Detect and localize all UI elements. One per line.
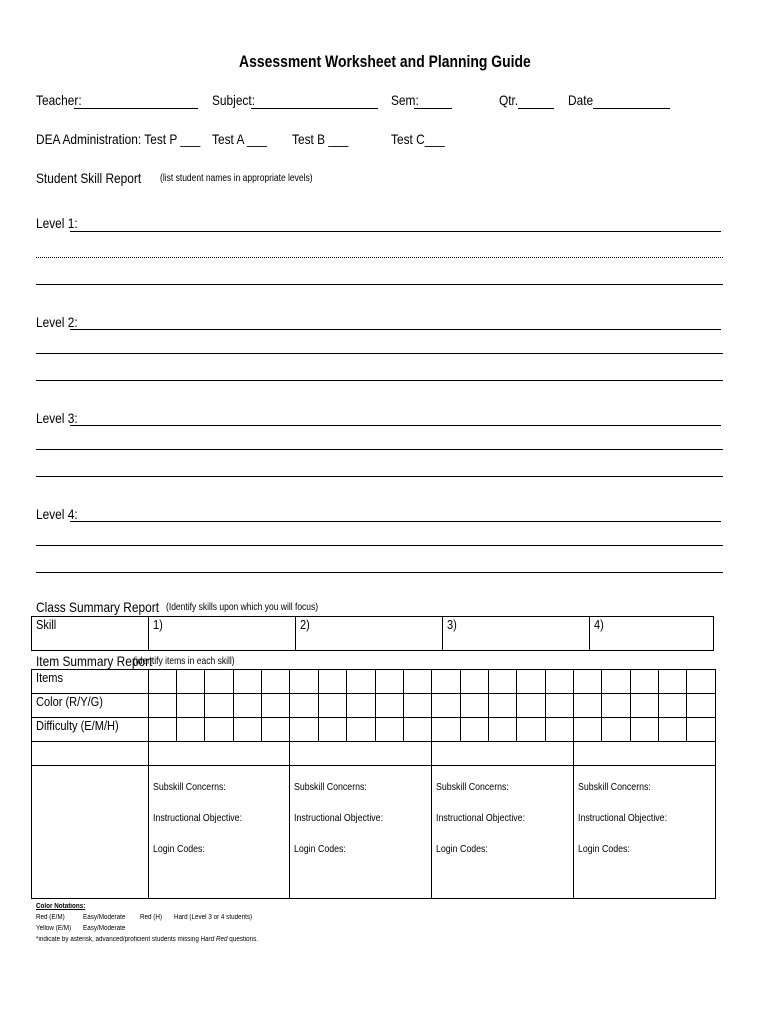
level-1-line[interactable] <box>36 257 723 258</box>
red-h-desc: Hard (Level 3 or 4 students) <box>174 914 253 921</box>
item-color-cell[interactable] <box>176 694 204 718</box>
date-field[interactable] <box>593 108 670 109</box>
item-number-cell[interactable] <box>318 670 346 694</box>
blank-cell[interactable] <box>432 742 574 766</box>
level-3-line[interactable] <box>70 425 721 426</box>
item-difficulty-cell[interactable] <box>403 718 431 742</box>
dea-administration-label: DEA Administration: Test P ___ <box>36 131 201 147</box>
instructional-objective: Instructional Objective: <box>436 813 526 824</box>
level-4-label: Level 4: <box>36 506 78 522</box>
item-color-cell[interactable] <box>290 694 318 718</box>
blank-cell[interactable] <box>290 742 432 766</box>
item-color-cell[interactable] <box>659 694 687 718</box>
item-difficulty-cell[interactable] <box>460 718 488 742</box>
item-summary-heading: Item Summary Report <box>36 653 153 669</box>
item-color-cell[interactable] <box>262 694 290 718</box>
item-number-cell[interactable] <box>488 670 516 694</box>
level-3-line[interactable] <box>36 449 723 450</box>
subskill-block-3[interactable] <box>432 766 574 899</box>
student-skill-report-note: (list student names in appropriate levels) <box>160 173 313 184</box>
item-number-cell[interactable] <box>176 670 204 694</box>
item-number-cell[interactable] <box>375 670 403 694</box>
item-difficulty-cell[interactable] <box>148 718 176 742</box>
item-difficulty-cell[interactable] <box>659 718 687 742</box>
blank-row <box>32 742 716 766</box>
subskill-label-cell <box>32 766 149 899</box>
yellow-em-desc: Easy/Moderate <box>83 925 126 932</box>
skill-cell-2[interactable]: 2) <box>296 617 443 651</box>
item-difficulty-cell[interactable] <box>176 718 204 742</box>
blank-label-cell <box>32 742 149 766</box>
item-number-cell[interactable] <box>630 670 658 694</box>
item-color-cell[interactable] <box>574 694 602 718</box>
item-difficulty-cell[interactable] <box>205 718 233 742</box>
login-codes: Login Codes: <box>152 844 205 855</box>
item-number-cell[interactable] <box>290 670 318 694</box>
item-number-cell[interactable] <box>205 670 233 694</box>
item-difficulty-cell[interactable] <box>375 718 403 742</box>
instructional-objective: Instructional Objective: <box>578 813 668 824</box>
login-codes: Login Codes: <box>294 844 347 855</box>
blank-cell[interactable] <box>148 742 290 766</box>
item-color-cell[interactable] <box>347 694 375 718</box>
item-color-cell[interactable] <box>375 694 403 718</box>
item-color-cell[interactable] <box>205 694 233 718</box>
item-color-cell[interactable] <box>233 694 261 718</box>
skill-cell-1[interactable]: 1) <box>149 617 296 651</box>
item-difficulty-cell[interactable] <box>233 718 261 742</box>
item-difficulty-cell[interactable] <box>262 718 290 742</box>
level-4-line[interactable] <box>36 572 723 573</box>
items-row <box>32 670 716 694</box>
skill-label-cell: Skill <box>32 617 149 651</box>
skill-cell-4[interactable]: 4) <box>590 617 714 651</box>
teacher-label: Teacher: <box>36 92 82 108</box>
color-label: Color (R/Y/G) <box>32 694 149 718</box>
item-summary-table <box>31 669 716 899</box>
subskill-concerns: Subskill Concerns: <box>294 782 368 793</box>
item-color-cell[interactable] <box>602 694 630 718</box>
blank-cell[interactable] <box>574 742 716 766</box>
item-number-cell[interactable] <box>659 670 687 694</box>
yellow-em-label: Yellow (E/M) <box>36 925 72 932</box>
test-a-label: Test A ___ <box>212 131 267 147</box>
page-title: Assessment Worksheet and Planning Guide <box>239 52 531 71</box>
item-color-cell[interactable] <box>460 694 488 718</box>
items-label: Items <box>32 670 149 694</box>
item-color-cell[interactable] <box>148 694 176 718</box>
qtr-field[interactable] <box>518 108 554 109</box>
item-number-cell[interactable] <box>687 670 716 694</box>
item-color-cell[interactable] <box>403 694 431 718</box>
item-color-cell[interactable] <box>432 694 460 718</box>
subskill-row <box>32 766 716 899</box>
instructional-objective: Instructional Objective: <box>152 813 242 824</box>
test-c-label: Test C___ <box>391 131 445 147</box>
item-difficulty-cell[interactable] <box>687 718 716 742</box>
item-number-cell[interactable] <box>347 670 375 694</box>
item-difficulty-cell[interactable] <box>630 718 658 742</box>
test-b-label: Test B ___ <box>292 131 349 147</box>
level-2-line[interactable] <box>36 380 723 381</box>
subject-label: Subject: <box>212 92 256 108</box>
item-number-cell[interactable] <box>517 670 545 694</box>
item-difficulty-cell[interactable] <box>574 718 602 742</box>
difficulty-label: Difficulty (E/M/H) <box>32 718 149 742</box>
item-number-cell[interactable] <box>602 670 630 694</box>
teacher-field[interactable] <box>74 108 198 109</box>
difficulty-row <box>32 718 716 742</box>
sem-field[interactable] <box>414 108 452 109</box>
level-2-line[interactable] <box>70 329 721 330</box>
item-difficulty-cell[interactable] <box>517 718 545 742</box>
subskill-concerns: Subskill Concerns: <box>578 782 651 793</box>
item-difficulty-cell[interactable] <box>347 718 375 742</box>
qtr-label: Qtr. <box>499 92 519 108</box>
item-number-cell[interactable] <box>545 670 573 694</box>
instructional-objective: Instructional Objective: <box>294 813 384 824</box>
date-label: Date <box>568 92 594 108</box>
subject-field[interactable] <box>251 108 378 109</box>
level-2-label: Level 2: <box>36 314 78 330</box>
subskill-block-4[interactable] <box>574 766 716 899</box>
level-1-line[interactable] <box>70 231 721 232</box>
level-3-line[interactable] <box>36 476 723 477</box>
login-codes: Login Codes: <box>578 844 630 855</box>
item-difficulty-cell[interactable] <box>290 718 318 742</box>
subskill-concerns: Subskill Concerns: <box>152 782 226 793</box>
skill-cell-3[interactable]: 3) <box>443 617 590 651</box>
item-number-cell[interactable] <box>233 670 261 694</box>
color-row <box>32 694 716 718</box>
item-difficulty-cell[interactable] <box>488 718 516 742</box>
class-summary-note: (Identify skills upon which you will focus) <box>166 602 319 613</box>
item-number-cell[interactable] <box>148 670 176 694</box>
level-3-label: Level 3: <box>36 410 78 426</box>
color-notations <box>36 901 436 945</box>
level-4-line[interactable] <box>70 521 721 522</box>
level-1-label: Level 1: <box>36 215 78 231</box>
item-color-cell[interactable] <box>545 694 573 718</box>
level-4-line[interactable] <box>36 545 723 546</box>
item-color-cell[interactable] <box>630 694 658 718</box>
level-2-line[interactable] <box>36 353 723 354</box>
item-number-cell[interactable] <box>574 670 602 694</box>
item-difficulty-cell[interactable] <box>602 718 630 742</box>
item-number-cell[interactable] <box>262 670 290 694</box>
login-codes: Login Codes: <box>436 844 489 855</box>
class-summary-heading: Class Summary Report <box>36 599 159 615</box>
level-1-line[interactable] <box>36 284 723 285</box>
item-color-cell[interactable] <box>517 694 545 718</box>
sem-label: Sem: <box>391 92 419 108</box>
subskill-block-2[interactable] <box>290 766 432 899</box>
asterisk-note: *indicate by asterisk, advanced/proficient students missing Hard Red questions. <box>36 936 259 943</box>
item-number-cell[interactable] <box>460 670 488 694</box>
item-difficulty-cell[interactable] <box>545 718 573 742</box>
item-difficulty-cell[interactable] <box>432 718 460 742</box>
red-em-label: Red (E/M) <box>36 914 65 921</box>
item-difficulty-cell[interactable] <box>318 718 346 742</box>
item-color-cell[interactable] <box>318 694 346 718</box>
item-number-cell[interactable] <box>432 670 460 694</box>
red-h-label: Red (H) <box>140 914 163 921</box>
color-notations-heading: Color Notations: <box>36 903 86 910</box>
subskill-block-1[interactable] <box>148 766 290 899</box>
class-summary-table <box>31 616 714 651</box>
subskill-concerns: Subskill Concerns: <box>436 782 510 793</box>
item-color-cell[interactable] <box>488 694 516 718</box>
item-color-cell[interactable] <box>687 694 716 718</box>
item-summary-note: (identify items in each skill) <box>133 656 235 667</box>
item-number-cell[interactable] <box>403 670 431 694</box>
student-skill-report-heading: Student Skill Report <box>36 170 142 186</box>
red-em-desc: Easy/Moderate <box>83 914 126 921</box>
